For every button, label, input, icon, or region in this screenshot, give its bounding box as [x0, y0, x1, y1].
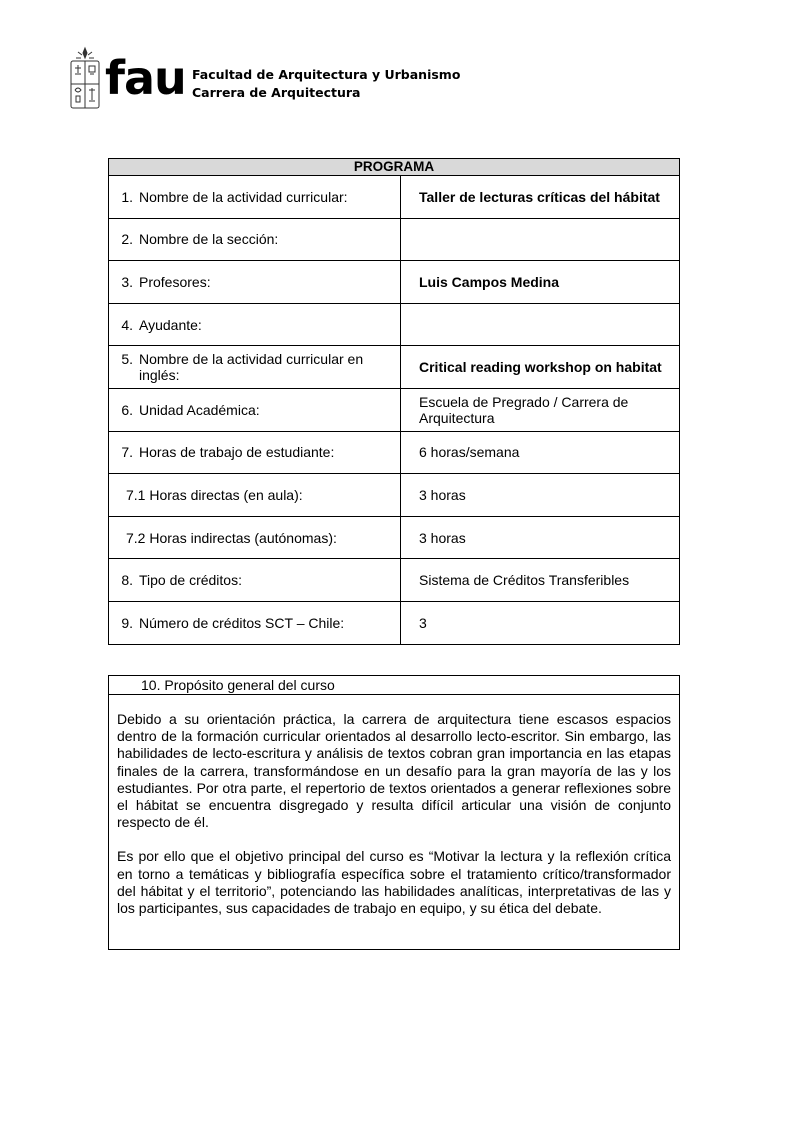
- row-label: [109, 559, 401, 602]
- row-number: 3.: [121, 273, 133, 290]
- row-label-text: Horas de trabajo de estudiante:: [139, 444, 335, 461]
- row-value: Taller de lecturas críticas del hábitat: [401, 176, 680, 219]
- row-number: 2.: [121, 231, 133, 248]
- row-number: 4.: [121, 316, 133, 333]
- row-value: Escuela de Pregrado / Carrera de Arquitectura: [401, 388, 680, 431]
- table-row: [109, 431, 680, 474]
- table-row: [109, 218, 680, 261]
- row-value: 6 horas/semana: [401, 431, 680, 474]
- page-header: [68, 46, 528, 116]
- row-label: [109, 431, 401, 474]
- row-value: Sistema de Créditos Transferibles: [401, 559, 680, 602]
- table-row: [109, 176, 680, 219]
- table-row: [109, 261, 680, 304]
- table-row: [109, 303, 680, 346]
- row-label: [109, 261, 401, 304]
- row-label-text: Unidad Académica:: [139, 401, 260, 418]
- table-row: [109, 516, 680, 559]
- program-table: [108, 158, 680, 645]
- row-label: [109, 388, 401, 431]
- row-value: Luis Campos Medina: [401, 261, 680, 304]
- row-value: Critical reading workshop on habitat: [401, 346, 680, 389]
- row-label-text: Tipo de créditos:: [139, 572, 242, 589]
- row-number: 8.: [121, 572, 133, 589]
- career-name: Carrera de Arquitectura: [192, 85, 361, 100]
- row-value: [401, 218, 680, 261]
- fau-logo: fau: [105, 51, 186, 105]
- row-value: 3 horas: [401, 516, 680, 559]
- row-label: [109, 303, 401, 346]
- purpose-body: [109, 695, 679, 917]
- row-label-text: Ayudante:: [139, 316, 202, 333]
- table-row: [109, 388, 680, 431]
- purpose-heading: 10. Propósito general del curso: [109, 676, 679, 695]
- faculty-name: Facultad de Arquitectura y Urbanismo: [192, 67, 461, 82]
- row-number: 9.: [121, 614, 133, 631]
- row-label: [109, 218, 401, 261]
- purpose-section: [108, 675, 680, 950]
- row-number: 7.: [121, 444, 133, 461]
- row-value: 3: [401, 601, 680, 644]
- purpose-paragraph: Debido a su orientación práctica, la carrera de arquitectura tiene escasos espacios dentro de la formación curricular orientados al desarrollo lecto-escritor. Sin embargo, las habilidades de lecto-escritura y análisis de textos cobran gran importancia en las etapas finales de la carrera, transformándose en un desafío para la gran mayoría de las y los estudiantes. Por otra parte, el repertorio de textos orientados a generar reflexiones sobre el hábitat se encuentra disgregado y resulta difícil articular una visión de conjunto respecto de él.: [117, 711, 671, 831]
- program-title-row: [109, 159, 680, 176]
- row-label-text: Número de créditos SCT – Chile:: [139, 614, 345, 631]
- row-label-text: Profesores:: [139, 273, 211, 290]
- program-title: PROGRAMA: [109, 159, 680, 176]
- row-number: 6.: [121, 401, 133, 418]
- row-label-text: Nombre de la actividad curricular en inglés:: [139, 351, 364, 384]
- row-label: [109, 601, 401, 644]
- row-value: [401, 303, 680, 346]
- table-row: [109, 346, 680, 389]
- row-label: 7.2 Horas indirectas (autónomas):: [109, 516, 401, 559]
- row-value: 3 horas: [401, 474, 680, 517]
- table-row: [109, 559, 680, 602]
- row-label: [109, 176, 401, 219]
- university-seal-icon: [68, 46, 102, 112]
- row-number: 1.: [121, 188, 133, 205]
- table-row: [109, 601, 680, 644]
- row-label: [109, 346, 401, 389]
- row-number: 5.: [121, 351, 133, 368]
- purpose-paragraph: Es por ello que el objetivo principal del curso es “Motivar la lectura y la reflexión crítica en torno a temáticas y bibliografía específica sobre el tratamiento crítico/transformador del hábitat y el territorio”, potenciando las habilidades analíticas, interpretativas de las y los participantes, sus capacidades de trabajo en equipo, y su ética del debate.: [117, 848, 671, 917]
- row-label-text: Nombre de la actividad curricular:: [139, 188, 348, 205]
- institution-block: [192, 66, 460, 102]
- row-label: 7.1 Horas directas (en aula):: [109, 474, 401, 517]
- row-label-text: Nombre de la sección:: [139, 231, 279, 248]
- table-row: [109, 474, 680, 517]
